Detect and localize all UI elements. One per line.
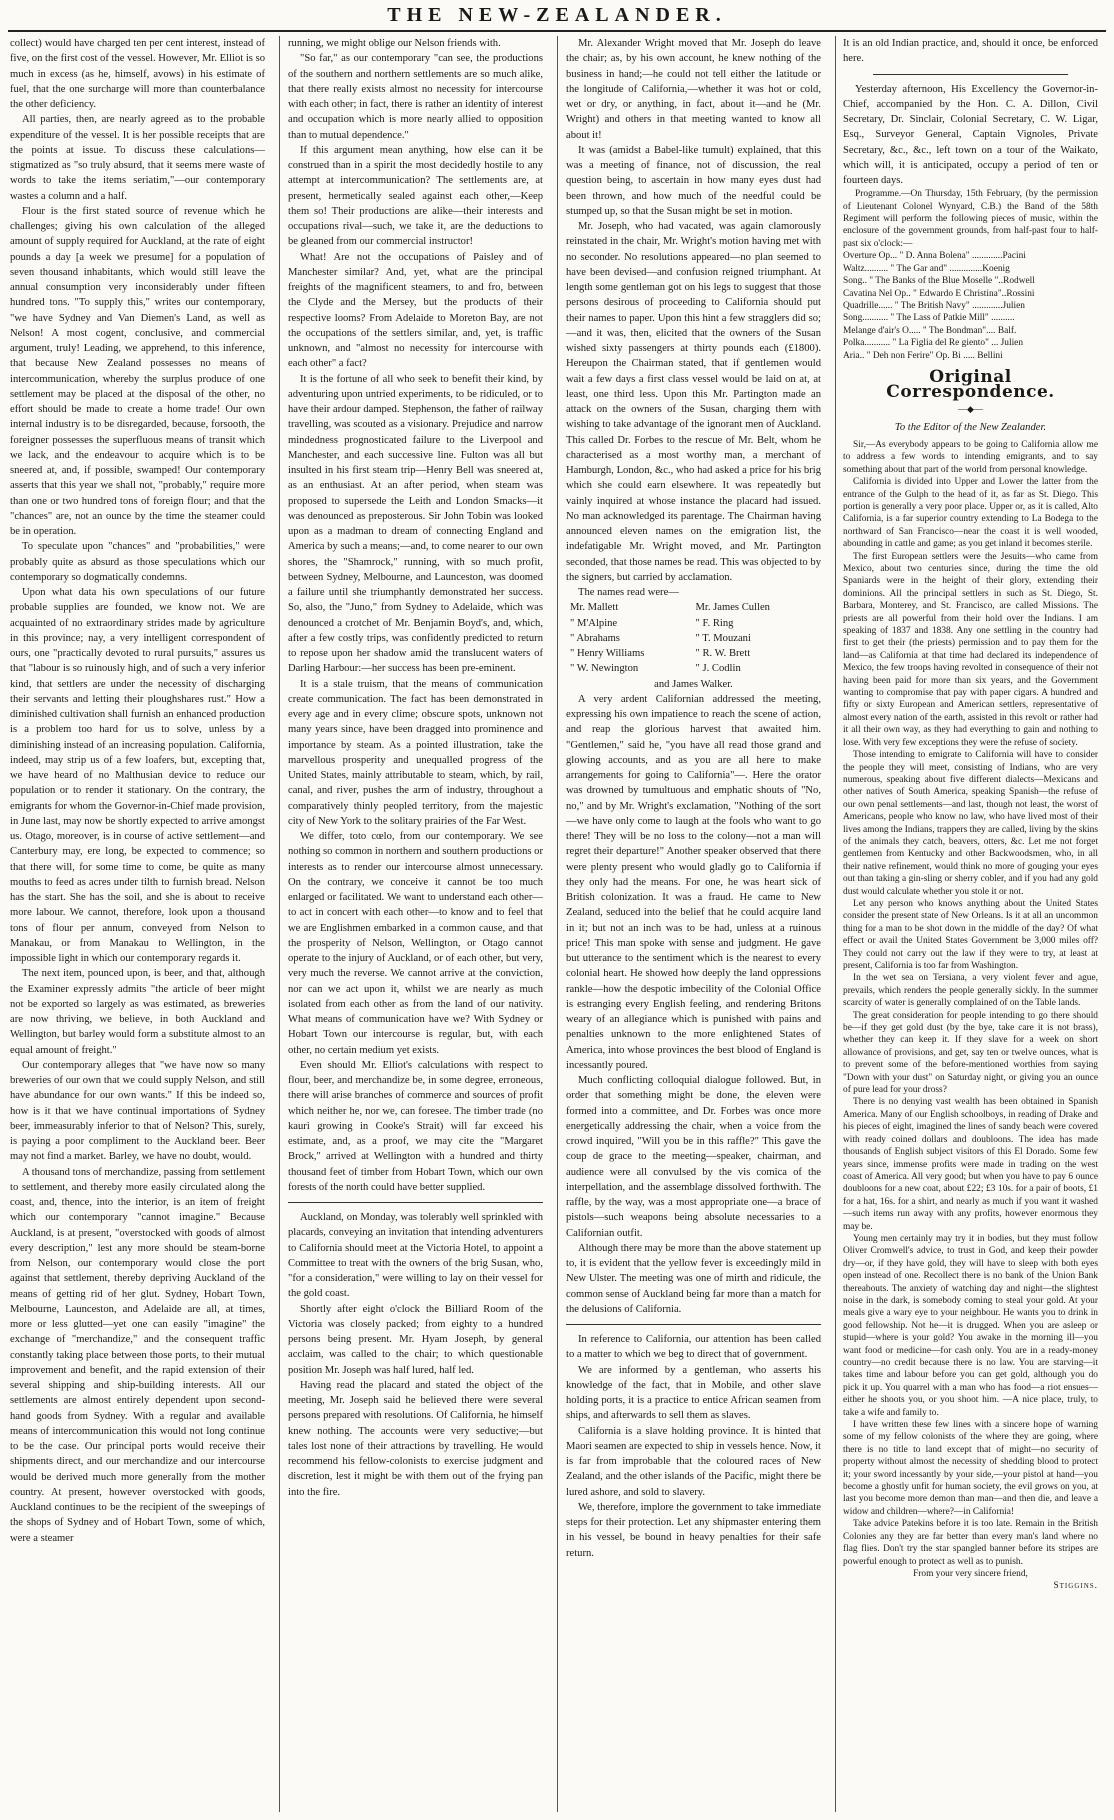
paragraph: Having read the placard and stated the object of the meeting, Mr. Joseph said he believed there were several persons prepared with resolutions. Of California, he himself knew nothing. The accounts were very seductive;—but tales lost none of their attractions by travelling. He would recommend his fellow-colonists to exercise judgment and discretion, lest it might be with them out of the frying pan into the fire.: [288, 1379, 543, 1498]
paragraph: Those intending to emigrate to California will have to consider the people they will meet, consisting of Indians, who are very numerous, speaking about five different dialects—Mexicans and other natives of South America, speaking Spanish—the refuse of our own penal settlements—and last, though not least, the worst of Americans, people who know no law, who have lived most of their lives among the Indians, trappers they are called, living by the skins of the animals they catch, beavers, otters, &c. Let me not forget gentlemen from Kentucky and other Backwoodsmen, who, in all their native refinement, would think no more of gouging your eyes out than taking a gin-sling or sherry cobler, and if you had any gold dust would calculate whether you stole it or not.: [843, 750, 1098, 897]
name-entry: " M'Alpine: [570, 617, 618, 629]
paragraph: Take advice Patekins before it is too late. Remain in the British Colonies any they are far better than every man's land where no flag flies. Don't try the star spangled banner before its stripes are powerful enough to protect as well as to punish.: [843, 1519, 1098, 1567]
name-entry: " F. Ring: [695, 617, 734, 629]
names-list: [570, 600, 821, 676]
column-divider: [557, 36, 558, 1812]
programme-item: Overture Op... " D. Anna Bolena" .............Pacini: [843, 251, 1026, 262]
paragraph: In reference to California, our attention has been called to a matter to which we beg to direct that of government.: [566, 1334, 821, 1361]
name-entry: " Abrahams: [570, 632, 620, 644]
paragraph: Young men certainly may try it in bodies, but they must follow Oliver Cromwell's advice, to trust in God, and keep their powder dry—or, if they have gold, they will have to sleep with both eyes open instead of one. Recollect there is no bank of the Union Bank thereabouts. The anxiety of watching day and night—the slightest noise in the dark, is somebody coming to steal your gold. At your meals give a wary eye to your neighbour. He wants you to drink in good fellowship. Not he—it is drugged. When you are asleep or stupid—where is your gold? You awake in the morning ill—you want food or medicine—for cash only. You are in a ready-money country—no credit because there is no law. You are starving—it takes time and labour before you can get gold, although you do pick it up. You quarrel with a man who has food—a riot ensues—either he shoots you, or you shoot him. —A nice place, truly, to take a wife and family to.: [843, 1233, 1098, 1418]
paragraph: There is no denying vast wealth has been obtained in Spanish America. Many of our English schoolboys, in reading of Drake and his pieces of eight, imagined the lines of sandy beach were covered with ready coined dollars and doubloons. The idea has made thousands of English subject visitors of this El Dorado. Some few years since, immense profits were made in trading on the west coast of America. All very good; but when you have to pay 6 ounce doubloons for a new coat, about £22; £3 10s. for a pair of boots, £1 for a hat, 16s. for a shirt, and nearly as much if you want it washed—such items run away with any profits, however enormous they may be.: [843, 1097, 1098, 1232]
column-1: [10, 36, 265, 1812]
paragraph: Flour is the first stated source of revenue which he challenges; giving his own calculation of the alleged amount of supply required for Auckland, at the rate of eight pounds a day [a week we presume] for a population of seven thousand inhabitants, which would still leave the annual consumption very inconsiderably under fifteen hundred tons. "To supply this," writes our contemporary, "we have Sydney and Van Diemen's Land, as well as Nelson! A most cogent, conclusive, and commercial argument, truly! Leading, we apprehend, to this inference, that because New Zealand possesses no means of intercommunication, whereby the surplus produce of one settlement may be placed at the disposal of the other, no effort should be made to create a home trade! Our own internal industry is to be disregarded, because, forsooth, the foreigner possesses the superfluous means of transit which we lack, and the endeavour to acquire which is to be sneered at, and, if possible, swamped! Our contemporary asserts that this year we shall not, "probably," require more than one or two hundred tons of foreign flour; and that the "chances" are, not an ounce by the time the steamer could be in operation.: [10, 205, 265, 537]
column-divider: [279, 36, 280, 1812]
paragraph: Yesterday afternoon, His Excellency the Governor-in-Chief, accompanied by the Hon. C. A. Dillon, Civil Secretary, Dr. Sinclair, Colonial Secretary, C. W. Ligar, Esq., Surveyor General, Captain Vignoles, Private Secretary, &c., &c., left town on a tour of the Waikato, which will, it is anticipated, occupy a period of ten or fourteen days.: [843, 83, 1098, 186]
programme-item: Melange d'air's O..... " The Bondman".... Balf.: [843, 325, 1017, 336]
name-entry: and James Walker.: [654, 678, 733, 690]
column-divider: [835, 36, 836, 1812]
programme-item: Aria.. " Deh non Ferire" Op. Bi ..... Bellini: [843, 350, 1003, 361]
programme-item: Waltz.......... " The Gar and" ..............Koenig: [843, 263, 1010, 274]
paragraph: Mr. Alexander Wright moved that Mr. Joseph do leave the chair; as, by his own account, he knew nothing of the business in hand;—he could not tell either the latitude or the longitude of California,—whether it was hot or cold, wet or dry, or anything, in fact, about it—and he (Mr. Wright) and others in that meeting wanted to know all about it!: [566, 38, 821, 141]
paragraph: Although there may be more than the above statement up to, it is evident that the yellow fever is exceedingly mild in New Ulster. The meeting was one of mirth and ridicule, the common sense of Auckland being far more than a match for the delusions of California.: [566, 1242, 821, 1315]
letter-body: [843, 439, 1098, 1593]
paragraph: We, therefore, implore the government to take immediate steps for their protection. Let any shipmaster entering them in his vessel, be bound in heavy penalties for their safe return.: [566, 1501, 821, 1559]
name-entry: Mr. Mallett: [570, 602, 619, 614]
name-entry: Mr. James Cullen: [695, 602, 770, 614]
paragraph: It was (amidst a Babel-like tumult) explained, that this was a meeting of finance, not of discussion, the real question being, to ascertain in how many eyes dust had been thrown, and how much of the needful could be stumped up, so that the Susan might be set in motion.: [566, 144, 821, 217]
name-entry: " Henry Williams: [570, 648, 645, 659]
section-rule: [288, 1202, 543, 1203]
paragraph: Upon what data his own speculations of our future probable supplies are founded, we know not. We are acquainted of no extraordinary strides made by agriculture in this province; nay, a very intelligent correspondent of ours, one "practically devoted to rural pursuits," assures us that "labour is so ruinously high, and of such a very inferior kind, that settlers are under the necessity of discharging their servants and letting their ploughshares rust." How a diminished cultivation shall furnish an enhanced production is a problem too hard for us to solve, unless by a diminishing instead of an increasing population. California, indeed, may strip us of a few loafers, but, excepting that, we have heard of no Malthusian device to reduce our population or to render it stationary. On the contrary, the emigrants for whom the Governor-in-Chief made provision, in June last, may now be shortly expected to arrive amongst us. Otago, moreover, is in course of active settlement—and Canterbury may, ere long, be expected to commence; so that there will, for some time to come, be quite as many mouths to feed as acres under tilth to furnish bread. Nelson has the start. She has the soil, and she is about to receive more labour. We cannot, therefore, look upon a thousand tons of flour per annum, conveyed from Nelson to Manakau, or from Manakau to Wellington, in the impossible light in which our contemporary regards it.: [10, 587, 265, 964]
name-entry: " W. Newington: [570, 663, 639, 675]
paragraph: "So far," as our contemporary "can see, the productions of the southern and northern settlements are so much alike, that there really exists almost no necessity for intercourse with each other; in fact, there is rather an identity of interest and occupation which is more nearly allied to opposition than to mutual dependence.": [288, 53, 543, 141]
paragraph: We differ, toto cœlo, from our contemporary. We see nothing so common in northern and southern productions or interests as to render our intercourse almost unnecessary. On the contrary, we conceive it cannot be too much enlarged or facilitated. We want to understand each other—to act in concert with each other—to know and to feel that we are Englishmen embarked in a common cause, and that the prosperity of Nelson, Wellington, or Otago cannot operate to the injury of Auckland, or of each other, but very, very much the reverse. We cannot arrive at the conviction, nor can we act upon it, whilst we are nearly as much isolated from each other as from the land of our nativity. What means of communication have we? With Sydney or Hobart Town our intercourse is regular, but, with each other, no certain medium yet exists.: [288, 831, 543, 1056]
programme-item: Song........... " The Lass of Patkie Mill" ..........: [843, 313, 1015, 324]
paragraph: Much conflicting colloquial dialogue followed. But, in order that something might be done, the eleven were formed into a committee, and Dr. Forbes was once more energetically addressing the chair, when a voice from the crowd inquired, "Will you be in this raffle?" This gave the coup de grace to the meeting—speaker, chairman, and audience were all convulsed by the vis comica of the interpellation, and the assemblage dissolved forthwith. The raffle, by the way, was a most appropriate one—a brace of pistols—such weapons being absolute necessaries to a Californian outfit.: [566, 1075, 821, 1239]
paragraph: Even should Mr. Elliot's calculations with respect to flour, beer, and merchandize be, in some degree, erroneous, there will arise branches of commerce and sources of profit which neither he, nor we, can foresee. The timber trade (no kauri growing in Cooke's Strait) will far exceed his estimate, and, as a proof, we may cite the "Margaret Brock," arrived at Wellington with a hundred and thirty thousand feet of timber from Hobart Town, which our own forests of the north could have better supplied.: [288, 1059, 543, 1193]
paragraph: running, we might oblige our Nelson friends with.: [288, 38, 501, 49]
paragraph: Mr. Joseph, who had vacated, was again clamorously reinstated in the chair, Mr. Wright's motion having met with no seconder. No resolutions appeared—no plan seemed to have been devised—and confusion reigned triumphant. At length some gentleman got on his legs to suggest that those persons desirous of proceeding to California should put their names to paper. Upon this hint a few stragglers did so;—and it was, then, elicited that the owners of the Susan wished sixty passengers at thirty pounds each (£1800). Hereupon the Chairman stated, that if gentlemen would wait a few days a first class vessel would be laid on at, at least, one third less. Upon this Mr. Partington made an attack on the owners of the Susan, charging them with wishing to take advantage of the ignorant men of Auckland. This called Dr. Forbes to the rescue of Mr. Belt, whom he characterised as a most worthy man, a merchant of Hamburgh, London, &c., who had asked a price for his brig which she could earn elsewhere. It was repeatedly but vainly inquired at whose instance the placard had issued. No man acknowledged its parentage. The Chairman having announced eleven names on the emigration list, the indefatigable Mr. Wright moved, and Mr. Partington seconded, that those names be read. This was objected to by the signers, but carried by acclamation.: [566, 221, 821, 583]
paragraph: In the wet sea on Tersiana, a very violent fever and ague, prevails, which renders the people generally sickly. In the summer scarcity of water is generally complained of on the Table lands.: [843, 973, 1098, 1009]
section-rule: [566, 1324, 821, 1325]
programme-item: Quadrille...... " The British Navy" .............Julien: [843, 300, 1025, 311]
paragraph: The next item, pounced upon, is beer, and that, although the Examiner expressly admits "the article of beer might not be exported so largely as was estimated, as breweries are now thriving, we believe, in both Auckland and Wellington, but barley would form a substitute almost to an equal amount of freight.": [10, 968, 265, 1056]
name-entry: " J. Codlin: [695, 663, 741, 675]
paragraph: The names read were—: [578, 587, 679, 598]
paragraph: It is an old Indian practice, and, should it once, be enforced here.: [843, 38, 1098, 65]
section-rule: [873, 74, 1068, 75]
masthead-rule: [8, 30, 1106, 32]
names-left: [570, 600, 696, 676]
paragraph: All parties, then, are nearly agreed as to the probable expenditure of the vessel. It is her possible receipts that are the points at issue. To discuss these calculations—stigmatized as "so truly absurd, that it seems mere waste of words to take the items seriatim,"—our contemporary wastes a column and a half.: [10, 114, 265, 202]
paragraph: Let any person who knows anything about the United States consider the present state of New Orleans. Is it at all an uncommon thing for a man to be shot down in the middle of the day? Of what effect or avail the United States Government be 3,000 miles off? They could not carry out the law if they were to try, at least at present, California is too far from Washington.: [843, 898, 1098, 971]
name-entry: " R. W. Brett: [695, 648, 751, 659]
paragraph: collect) would have charged ten per cent interest, instead of five, on the first cost of the vessel. However, Mr. Elliot is so much in excess (as he, himself, avows) in his estimate of fuel, that the one surcharge will more than counterbalance the other deficiency.: [10, 38, 265, 110]
paragraph: If this argument mean anything, how else can it be construed than in a spirit the most decidedly hostile to any attempt at intercommunication? The settlements are, at present, hermetically sealed against each other,—Keep them so! Their productions are alike—their interests and occupations rival—such, we take it, are the deductions to be gleaned from our commercial instructor!: [288, 144, 543, 248]
paragraph: It is the fortune of all who seek to benefit their kind, by adventuring upon untried experiments, to be ridiculed, or to have their ardour damped. Stephenson, the father of railway travelling, was scouted as a visionary. Prejudice and narrow mindedness prognosticated failure to the Liverpool and Manchester, and each successive line. Fulton was all but insulted in his first steam trip—Henry Bell was sneered at, as an enthusiast. At an after period, when steam was proposed to supersede the Leith and London Smacks—it was denounced as preposterous. Sir John Tobin was looked upon as a madman to dream of connecting England and America by such a means;—and, to come nearer to our own shores, the "Shamrock," running, with so much profit, between Sydney, Melbourne, and Launceston, was doomed a failure until she triumphantly demonstrated her success. So, also, the "Juno," from Sydney to Adelaide, which was denounced a crotchet of Mr. Benjamin Boyd's, and, which, after a few costly trips, was confidently predicted to return to repose upon her shadow amid the translucent waters of Darling Harbour:—her success has been pre-eminent.: [288, 373, 543, 675]
paragraph: California is divided into Upper and Lower the latter from the entrance of the Gulph to the head of it, as far as St. Diego. This portion is generally a very poor place. Upper or, as it is called, Alto California, is a far superior country extending to La Bodega to the northward of San Francisco—near the coast it is well wooded, abounding in cattle and game; as you get inland it becomes sterile.: [843, 477, 1098, 550]
paragraph: It is a stale truism, that the means of communication create communication. The fact has been demonstrated in every age and in every clime; obscure spots, unknown not many years since, have been dragged into prominence and importance by steam. As a pointed illustration, take the marvellous prosperity and unequalled progress of the United States, mainly attributable to steam, which, by rail, canal, and river, pushes the arm of industry, throughout a comparatively thinly peopled territory, from the majestic city of New York to the solitary prairies of the Far West.: [288, 678, 543, 827]
programme-item: Polka........... " La Figlia del Re giento" ... Julien: [843, 338, 1024, 349]
paragraph: A very ardent Californian addressed the meeting, expressing his own impatience to reach the scene of action, and reap the glorious harvest that awaited him. "Gentlemen," said he, "you have all read those grand and glowing accounts, and as you are all here to make arrangements for going to California"—. Here the orator was drowned by tumultuous and emphatic shouts of "No, no," and by Mr. Wright's exclamation, "Nothing of the sort—we have only come to laugh at the fools who want to go there! They will be no loss to the colony—not a man will regret their departure!" Another speaker observed that there were plenty present who would gladly go to California if they only had the means. For one, he was heart sick of British colonization. It was a fraud. He came to New Zealand, seduced into the belief that he could acquire land in it; but not an inch was to be had, unless at a ruinous price! This man spoke with sense and judgment. He gave but utterance to the sentiment which is the nearest to every colonial heart. He showed how deeply the land oppressions rankle—how the despotic imbecility of the Colonial Office is estranging every English feeling, and rendering Britons weary of an allegiance which is punished with pains and penalties unknown to the more enlightened States of America, into whose provinces the best blood of England is incessantly poured.: [566, 693, 821, 1071]
column-2: [288, 36, 543, 1812]
column-3: [566, 36, 821, 1812]
letter-address: To the Editor of the New Zealander.: [894, 421, 1047, 433]
paragraph: Shortly after eight o'clock the Billiard Room of the Victoria was closely packed; from eighty to a hundred persons being present. Mr. Hyam Joseph, by general acclaim, was called to the chair; to which questionable position Mr. Joseph was half lured, half led.: [288, 1303, 543, 1376]
correspondence-heading: Original Correspondence.: [886, 366, 1055, 403]
paragraph: California is a slave holding province. It is hinted that Maori seamen are expected to ship in vessels hence. Now, it is far from improbable that the coloured races of New Zealand, and the other islands of the Pacific, might there be lured ashore, and sold to slavery.: [566, 1425, 821, 1498]
paragraph: I have written these few lines with a sincere hope of warning some of my fellow colonists of the where they are going, where there is no title to land except that of might—no security of property without almost the necessity of shedding blood to protect it; your sword incessantly by your side,—your pistol at hand—you become a ghostly unfit for human society, the evil grows on you, at last you become more demon than man—and then die, and leave a widow and children—where?—in California!: [843, 1420, 1098, 1517]
ornament: —◆—: [958, 404, 983, 415]
paragraph: A thousand tons of merchandize, passing from settlement to settlement, and thereby more easily circulated along the coast, and, thence, into the interior, is an item of freight which our contemporary "cannot imagine." Because Auckland, is at present, "overstocked with goods of almost every description," lest any more should be steam-borne from Nelson, our contemporary would close the port against that settlement, thereby depriving Auckland of the means of getting rid of her glut. Sydney, Hobart Town, Melbourne, Launceston, and Adelaide are all, at times, more or less glutted—yet one can easily "imagine" the exchange of "merchandize," and the consequent traffic constantly taking place between those ports, to their mutual improvement and benefit, and the rapid extension of their several shipping and ship-building interests. All our settlements are almost entirely dependent upon second-hand goods from Sydney. With a regular and available means of intercommunication this would not long continue to be the case. Our principal ports would receive their shipments direct, and our merchandize and our intercourse would be derived much more generally from the mother country. At present, however overstocked with goods, Auckland continues to be the recipient of the sweepings of the shops of Sydney and of Hobart Town, some of which, were a steamer: [10, 1166, 265, 1544]
paragraph: The first European settlers were the Jesuits—who came from Mexico, about two centuries since, during the time the old Spaniards were in the height of their glory, extending their dominions. All the principal settlers in such as St. Diego, St. Barbara, Monterey, and St. Francisco, are called Missions. The priests are all powerful from their hold over the Indians. I am speaking of 1837 and 1838. Any one settling in the country had first to get their (the priests) permission and to pay them for the land—as California at that time had declared its independence of Mexico, the few troops having revolted in consequence of their not having been paid for more than six years, and the Government wanting to compromise that pay with paper cigars. A hundred and fifty or sixty European and American settlers, representative of almost every nation of the earth, assisted in this revolt or rather had it all their own way, as they had everything to gain and nothing to lose. With very few exceptions they were the refuse of society.: [843, 551, 1098, 748]
letter-signature: Stiggins.: [1053, 1581, 1098, 1592]
programme-item: Cavatina Nel Op.. " Edwardo E Christina"..Rossini: [843, 288, 1035, 299]
paragraph: Our contemporary alleges that "we have now so many breweries of our own that we could supply Nelson, and still have abundance for our own wants." If this be indeed so, how is it that we have continual importations of Sydney beer, immeasurably inferior to that of Nelson? This, surely, is paying a poor compliment to the Auckland beer. Beer may not find a market. Barley, we have no doubt, would.: [10, 1059, 265, 1163]
paragraph: Auckland, on Monday, was tolerably well sprinkled with placards, conveying an invitation that intending adventurers to California should meet at the Victoria Hotel, to appoint a Committee to treat with the owners of the brig Susan, who, "for a consideration," were willing to lay on their vessel for the gold coast.: [288, 1212, 543, 1300]
paragraph: We are informed by a gentleman, who asserts his knowledge of the fact, that in Mobile, and other slave holding ports, it is a practice to entice African seamen from ships, and afterwards to sell them as slaves.: [566, 1364, 821, 1422]
masthead: THE NEW-ZEALANDER.: [387, 4, 727, 26]
programme-intro: Programme.—On Thursday, 15th February, (by the permission of Lieutenant Colonel Wynyard, C.B.) the Band of the 58th Regiment will perform the following pieces of music, within the enclosure of the government grounds, from half-past four to half-past six o'clock:—: [843, 189, 1098, 249]
programme-item: Song.. " The Banks of the Blue Moselle "..Rodwell: [843, 276, 1035, 287]
band-programme: [843, 188, 1098, 362]
paragraph: To speculate upon "chances" and "probabilities," were probably quite as absurd as those speculations which our contemporary so dogmatically condemns.: [10, 541, 265, 583]
paragraph: The great consideration for people intending to go there should be—if they get gold dust (by the bye, take care it is not brass), whether they can keep it. If they slave for a week on short allowance of provisions, and get, say ten or twelve ounces, what is to prevent some of the before-mentioned worthies from saying "Down with your dust" on Saturday night, or giving you an ounce of pure lead for your dross?: [843, 1010, 1098, 1096]
letter-closing: From your very sincere friend,: [913, 1568, 1028, 1579]
names-right: [696, 600, 822, 676]
paragraph: Sir,—As everybody appears to be going to California allow me to address a few words to intending emigrants, and to say something about that part of the world from personal knowledge.: [843, 439, 1098, 475]
column-4: [843, 36, 1098, 1812]
name-entry: " T. Mouzani: [695, 632, 751, 644]
paragraph: What! Are not the occupations of Paisley and of Manchester similar? And, yet, what are the principal freights of the magnificent steamers, to and fro, between the Clyde and the Mersey, but the products of their respective looms? From Adelaide to Moreton Bay, are not the occupations of the settlers similar, and, yet, is traffic unknown, and "almost no necessity for intercourse with each other" a fact?: [288, 251, 543, 370]
